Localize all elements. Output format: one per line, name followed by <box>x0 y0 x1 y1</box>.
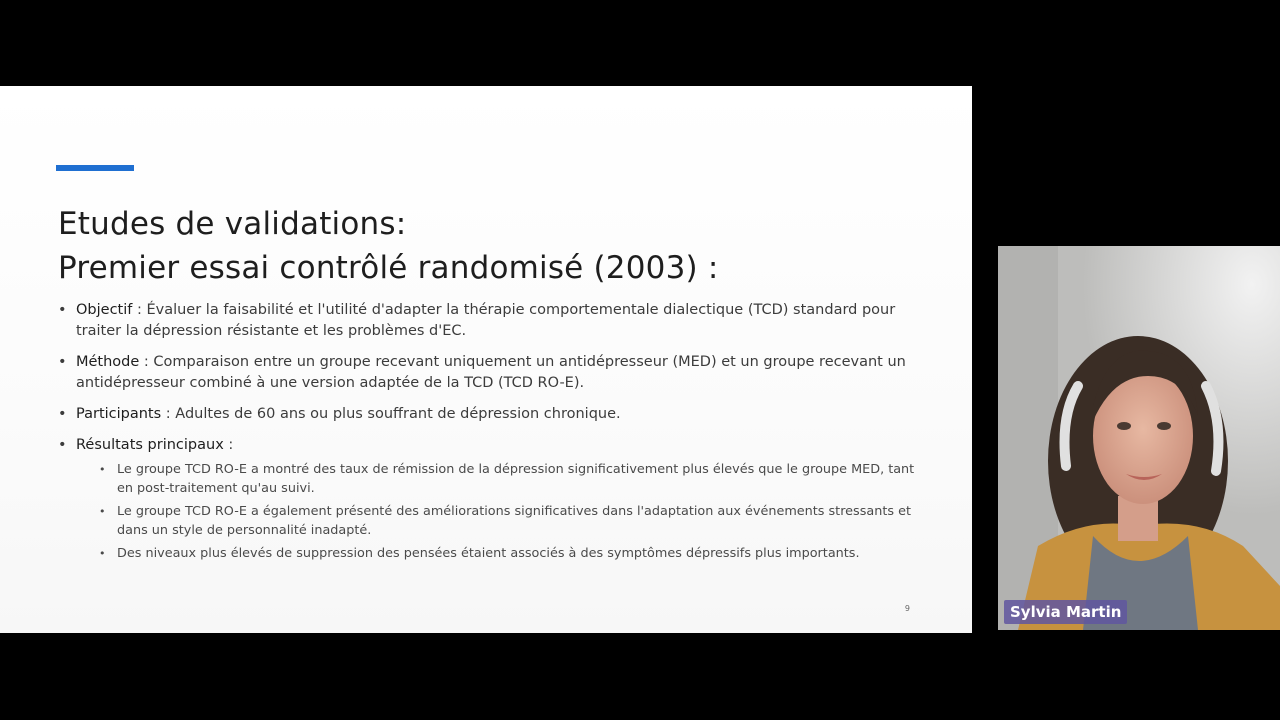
participant-name-tag: Sylvia Martin <box>1004 600 1127 624</box>
sub-bullet-item: • Des niveaux plus élevés de suppression des pensées étaient associés à des symptômes dépressifs plus importants. <box>99 544 918 563</box>
bullet-text: : <box>223 437 234 453</box>
title-accent-bar <box>56 165 134 171</box>
bullet-text: : Adultes de 60 ans ou plus souffrant de dépression chronique. <box>161 406 621 422</box>
bullet-term: Méthode <box>76 354 140 370</box>
bullet-resultats <box>58 435 918 563</box>
shared-slide <box>0 86 972 633</box>
slide-page-number: 9 <box>904 604 910 613</box>
bullet-objectif <box>58 300 918 342</box>
bullet-list <box>58 300 918 573</box>
bullet-participants <box>58 404 918 425</box>
slide-title-line-1: Etudes de validations: <box>58 206 407 242</box>
sub-bullet-item: • Le groupe TCD RO-E a montré des taux de rémission de la dépression significativement plus élevés que le groupe MED, tant en post-traitement qu'au suivi. <box>99 460 918 498</box>
sub-bullet-list <box>76 460 918 563</box>
bullet-term: Résultats principaux <box>76 437 224 453</box>
bullet-text: : Comparaison entre un groupe recevant uniquement un antidépresseur (MED) et un groupe recevant un antidépresseur combiné à une version adaptée de la TCD (TCD RO-E). <box>76 354 906 391</box>
bullet-text: : Évaluer la faisabilité et l'utilité d'adapter la thérapie comportementale dialectique (TCD) standard pour traiter la dépression résistante et les problèmes d'EC. <box>76 302 896 339</box>
bullet-term: Participants <box>76 406 162 422</box>
slide-title-line-2: Premier essai contrôlé randomisé (2003) : <box>58 250 719 286</box>
bullet-term: Objectif <box>76 302 133 318</box>
bullet-methode <box>58 352 918 394</box>
slide-title <box>58 202 938 290</box>
participant-video-tile[interactable] <box>998 246 1280 630</box>
sub-bullet-item: • Le groupe TCD RO-E a également présenté des améliorations significatives dans l'adaptation aux événements stressants et dans un style de personnalité inadapté. <box>99 502 918 540</box>
participant-video-feed <box>998 246 1280 630</box>
